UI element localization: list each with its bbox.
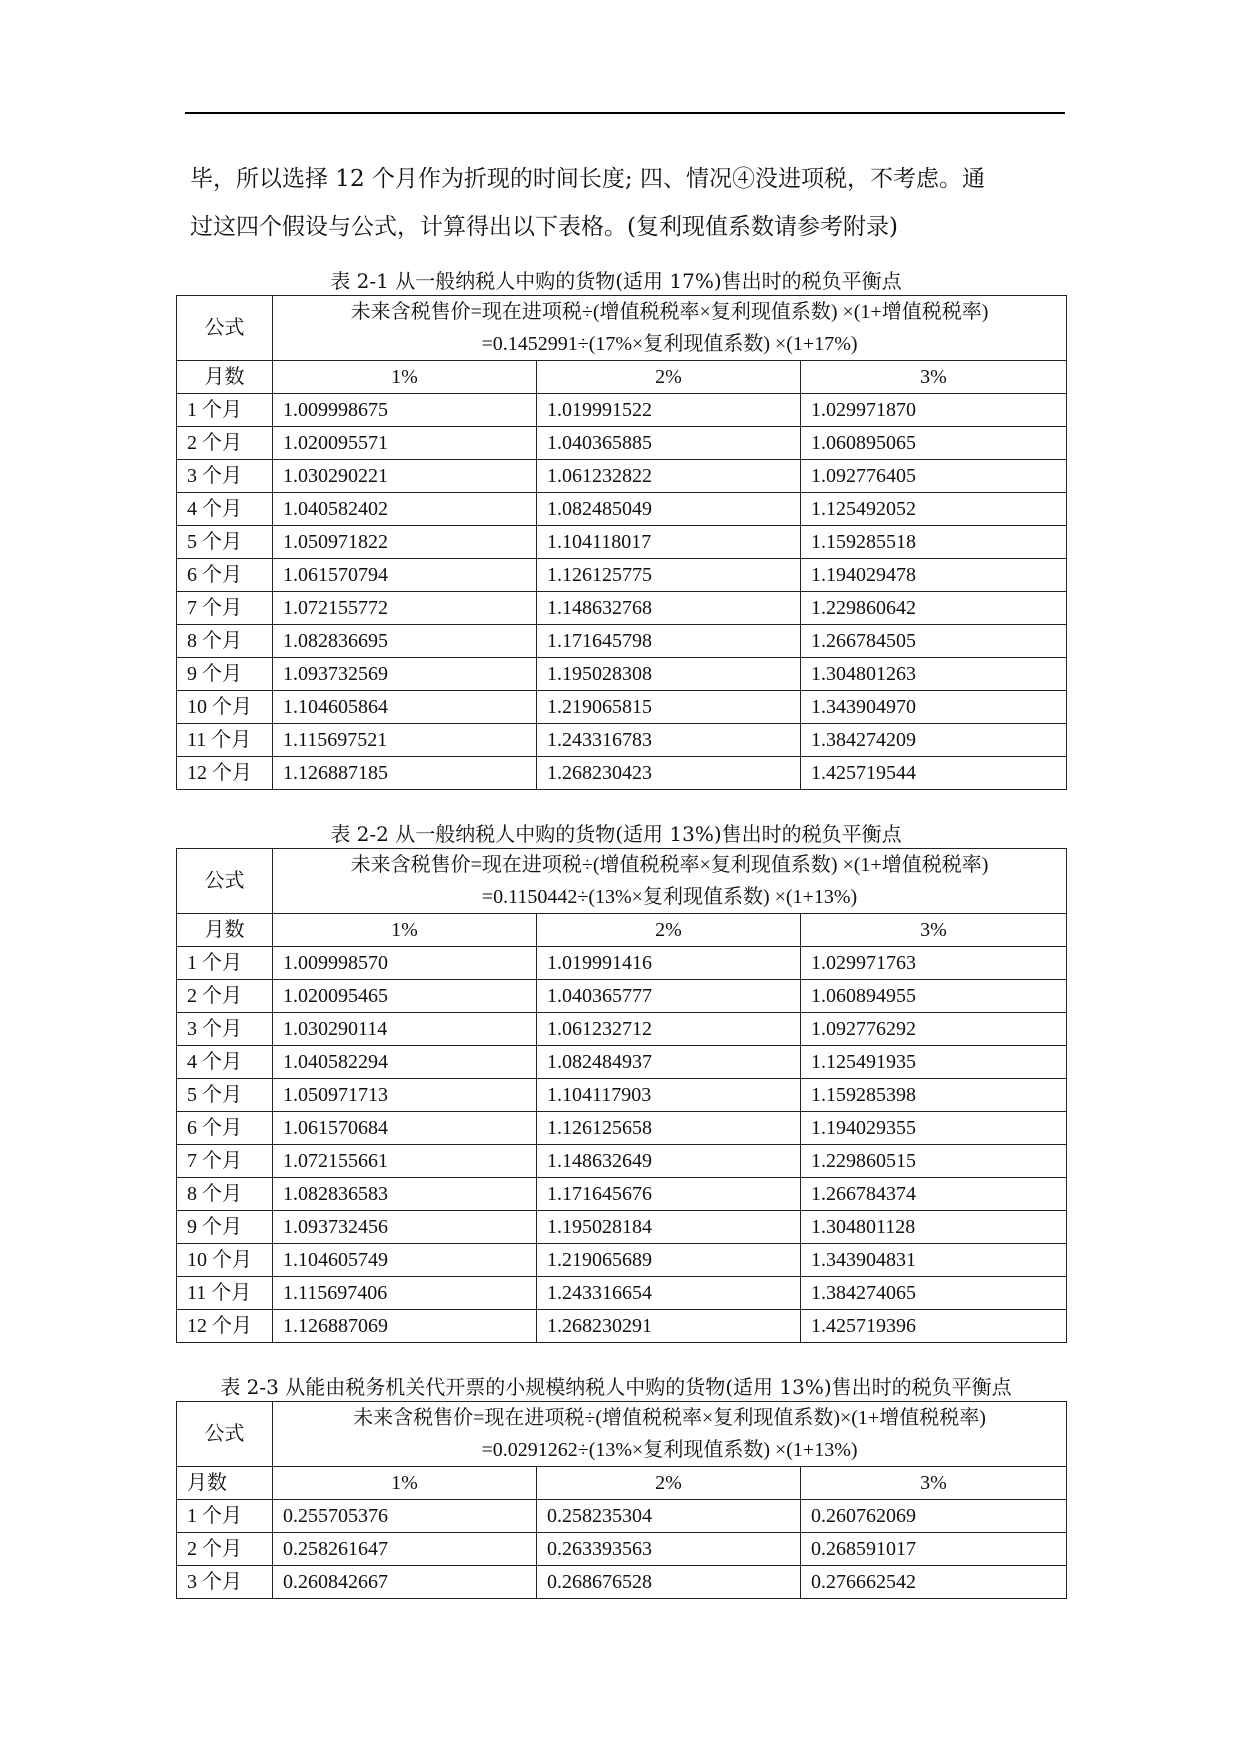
month-cell: 1 个月 (177, 1500, 273, 1533)
formula-cell (273, 1402, 1067, 1467)
header-row (177, 1467, 1067, 1500)
month-cell: 3 个月 (177, 1566, 273, 1599)
value-cell: 1.115697406 (273, 1277, 537, 1310)
header-cell: 2% (537, 1467, 801, 1500)
month-cell: 11 个月 (177, 1277, 273, 1310)
value-cell: 1.243316654 (537, 1277, 801, 1310)
value-cell: 1.061232712 (537, 1013, 801, 1046)
month-cell: 8 个月 (177, 625, 273, 658)
value-cell: 1.020095571 (273, 427, 537, 460)
value-cell: 1.092776405 (801, 460, 1067, 493)
header-cell: 月数 (177, 361, 273, 394)
header-cell: 3% (801, 914, 1067, 947)
value-cell: 1.082485049 (537, 493, 801, 526)
month-cell: 7 个月 (177, 1145, 273, 1178)
formula-line-2: =0.1452991÷(17%×复利现值系数) ×(1+17%) (481, 333, 858, 355)
value-cell: 1.148632649 (537, 1145, 801, 1178)
paragraph-line-2: 过这四个假设与公式，计算得出以下表格。(复利现值系数请参考附录) (190, 214, 898, 240)
formula-row (177, 296, 1067, 361)
month-cell: 12 个月 (177, 1310, 273, 1343)
value-cell: 1.268230423 (537, 757, 801, 790)
formula-cell (273, 849, 1067, 914)
value-cell: 1.266784374 (801, 1178, 1067, 1211)
month-cell: 9 个月 (177, 658, 273, 691)
month-cell: 11 个月 (177, 724, 273, 757)
month-cell: 9 个月 (177, 1211, 273, 1244)
table-row (177, 394, 1067, 427)
value-cell: 1.093732456 (273, 1211, 537, 1244)
header-cell: 1% (273, 1467, 537, 1500)
value-cell: 1.125491935 (801, 1046, 1067, 1079)
month-cell: 7 个月 (177, 592, 273, 625)
value-cell: 1.040582294 (273, 1046, 537, 1079)
value-cell: 1.060894955 (801, 980, 1067, 1013)
header-cell: 3% (801, 1467, 1067, 1500)
value-cell: 1.268230291 (537, 1310, 801, 1343)
value-cell: 1.425719396 (801, 1310, 1067, 1343)
value-cell: 1.126125775 (537, 559, 801, 592)
formula-line-2: =0.1150442÷(13%×复利现值系数) ×(1+13%) (481, 886, 858, 908)
value-cell: 1.029971763 (801, 947, 1067, 980)
header-cell: 1% (273, 914, 537, 947)
month-cell: 2 个月 (177, 427, 273, 460)
table-row (177, 1310, 1067, 1343)
month-cell: 5 个月 (177, 1079, 273, 1112)
header-cell: 2% (537, 361, 801, 394)
table-row (177, 658, 1067, 691)
table-row (177, 526, 1067, 559)
formula-row (177, 1402, 1067, 1467)
value-cell: 1.104118017 (537, 526, 801, 559)
month-cell: 4 个月 (177, 493, 273, 526)
value-cell: 0.263393563 (537, 1533, 801, 1566)
formula-line-1: 未来含税售价=现在进项税÷(增值税税率×复利现值系数) ×(1+增值税税率) (350, 301, 989, 323)
table-row (177, 1566, 1067, 1599)
header-cell: 2% (537, 914, 801, 947)
table-row (177, 625, 1067, 658)
value-cell: 1.171645798 (537, 625, 801, 658)
value-cell: 1.009998675 (273, 394, 537, 427)
table-row (177, 691, 1067, 724)
value-cell: 1.194029355 (801, 1112, 1067, 1145)
value-cell: 1.092776292 (801, 1013, 1067, 1046)
value-cell: 1.219065815 (537, 691, 801, 724)
value-cell: 1.030290221 (273, 460, 537, 493)
table-row (177, 1046, 1067, 1079)
value-cell: 1.126887185 (273, 757, 537, 790)
header-cell: 3% (801, 361, 1067, 394)
value-cell: 1.194029478 (801, 559, 1067, 592)
value-cell: 0.260842667 (273, 1566, 537, 1599)
value-cell: 1.266784505 (801, 625, 1067, 658)
table-row (177, 980, 1067, 1013)
table-2-3 (176, 1401, 1067, 1599)
value-cell: 1.219065689 (537, 1244, 801, 1277)
formula-label: 公式 (177, 849, 273, 914)
value-cell: 1.040365777 (537, 980, 801, 1013)
table-row (177, 559, 1067, 592)
value-cell: 1.061570794 (273, 559, 537, 592)
value-cell: 1.195028308 (537, 658, 801, 691)
month-cell: 8 个月 (177, 1178, 273, 1211)
value-cell: 0.268676528 (537, 1566, 801, 1599)
table-2-3-caption: 表 2-3 从能由税务机关代开票的小规模纳税人中购的货物(适用 13%)售出时的税负平衡点 (220, 1375, 1012, 1399)
value-cell: 0.260762069 (801, 1500, 1067, 1533)
paragraph-line-1: 毕，所以选择 12 个月作为折现的时间长度; 四、情况④没进项税，不考虑。通 (190, 166, 985, 192)
value-cell: 1.115697521 (273, 724, 537, 757)
value-cell: 1.050971822 (273, 526, 537, 559)
value-cell: 1.384274065 (801, 1277, 1067, 1310)
value-cell: 1.148632768 (537, 592, 801, 625)
value-cell: 1.040365885 (537, 427, 801, 460)
value-cell: 1.009998570 (273, 947, 537, 980)
value-cell: 1.159285518 (801, 526, 1067, 559)
value-cell: 1.125492052 (801, 493, 1067, 526)
value-cell: 1.072155772 (273, 592, 537, 625)
value-cell: 1.243316783 (537, 724, 801, 757)
table-row (177, 460, 1067, 493)
value-cell: 1.304801263 (801, 658, 1067, 691)
table-row (177, 1178, 1067, 1211)
value-cell: 1.040582402 (273, 493, 537, 526)
value-cell: 0.276662542 (801, 1566, 1067, 1599)
month-cell: 4 个月 (177, 1046, 273, 1079)
table-row (177, 427, 1067, 460)
value-cell: 1.060895065 (801, 427, 1067, 460)
header-rule (185, 112, 1065, 114)
table-row (177, 1145, 1067, 1178)
value-cell: 1.093732569 (273, 658, 537, 691)
formula-label: 公式 (177, 1402, 273, 1467)
table-row (177, 1244, 1067, 1277)
table-2-2-caption: 表 2-2 从一般纳税人中购的货物(适用 13%)售出时的税负平衡点 (330, 822, 902, 846)
table-row (177, 947, 1067, 980)
value-cell: 1.126887069 (273, 1310, 537, 1343)
month-cell: 2 个月 (177, 980, 273, 1013)
table-row (177, 1013, 1067, 1046)
table-row (177, 1500, 1067, 1533)
value-cell: 1.029971870 (801, 394, 1067, 427)
value-cell: 1.030290114 (273, 1013, 537, 1046)
table-row (177, 1112, 1067, 1145)
value-cell: 1.104605864 (273, 691, 537, 724)
value-cell: 1.343904970 (801, 691, 1067, 724)
table-row (177, 724, 1067, 757)
value-cell: 1.082484937 (537, 1046, 801, 1079)
month-cell: 6 个月 (177, 559, 273, 592)
table-row (177, 493, 1067, 526)
value-cell: 1.229860642 (801, 592, 1067, 625)
header-row (177, 914, 1067, 947)
month-cell: 1 个月 (177, 394, 273, 427)
value-cell: 1.082836695 (273, 625, 537, 658)
month-cell: 5 个月 (177, 526, 273, 559)
value-cell: 1.082836583 (273, 1178, 537, 1211)
value-cell: 1.229860515 (801, 1145, 1067, 1178)
table-row (177, 1211, 1067, 1244)
formula-row (177, 849, 1067, 914)
value-cell: 1.104605749 (273, 1244, 537, 1277)
header-cell: 月数 (177, 1467, 273, 1500)
value-cell: 1.343904831 (801, 1244, 1067, 1277)
body-paragraph (190, 155, 1070, 251)
value-cell: 1.384274209 (801, 724, 1067, 757)
formula-cell (273, 296, 1067, 361)
value-cell: 1.061570684 (273, 1112, 537, 1145)
formula-line-1: 未来含税售价=现在进项税÷(增值税税率×复利现值系数)×(1+增值税税率) (353, 1407, 986, 1429)
month-cell: 10 个月 (177, 691, 273, 724)
month-cell: 3 个月 (177, 460, 273, 493)
value-cell: 1.050971713 (273, 1079, 537, 1112)
table-row (177, 1533, 1067, 1566)
value-cell: 1.126125658 (537, 1112, 801, 1145)
value-cell: 1.072155661 (273, 1145, 537, 1178)
table-row (177, 757, 1067, 790)
value-cell: 1.195028184 (537, 1211, 801, 1244)
month-cell: 1 个月 (177, 947, 273, 980)
table-row (177, 592, 1067, 625)
table-row (177, 1277, 1067, 1310)
value-cell: 1.425719544 (801, 757, 1067, 790)
table-2-1 (176, 295, 1067, 790)
value-cell: 1.019991416 (537, 947, 801, 980)
formula-line-1: 未来含税售价=现在进项税÷(增值税税率×复利现值系数) ×(1+增值税税率) (350, 854, 989, 876)
value-cell: 1.019991522 (537, 394, 801, 427)
value-cell: 0.258235304 (537, 1500, 801, 1533)
month-cell: 2 个月 (177, 1533, 273, 1566)
value-cell: 1.020095465 (273, 980, 537, 1013)
table-2-2 (176, 848, 1067, 1343)
formula-label: 公式 (177, 296, 273, 361)
month-cell: 3 个月 (177, 1013, 273, 1046)
month-cell: 12 个月 (177, 757, 273, 790)
value-cell: 1.171645676 (537, 1178, 801, 1211)
formula-line-2: =0.0291262÷(13%×复利现值系数) ×(1+13%) (481, 1439, 858, 1461)
month-cell: 6 个月 (177, 1112, 273, 1145)
table-row (177, 1079, 1067, 1112)
value-cell: 1.061232822 (537, 460, 801, 493)
value-cell: 0.258261647 (273, 1533, 537, 1566)
value-cell: 0.268591017 (801, 1533, 1067, 1566)
header-cell: 月数 (177, 914, 273, 947)
value-cell: 1.104117903 (537, 1079, 801, 1112)
header-cell: 1% (273, 361, 537, 394)
value-cell: 1.304801128 (801, 1211, 1067, 1244)
month-cell: 10 个月 (177, 1244, 273, 1277)
value-cell: 1.159285398 (801, 1079, 1067, 1112)
value-cell: 0.255705376 (273, 1500, 537, 1533)
header-row (177, 361, 1067, 394)
table-2-1-caption: 表 2-1 从一般纳税人中购的货物(适用 17%)售出时的税负平衡点 (330, 269, 902, 293)
